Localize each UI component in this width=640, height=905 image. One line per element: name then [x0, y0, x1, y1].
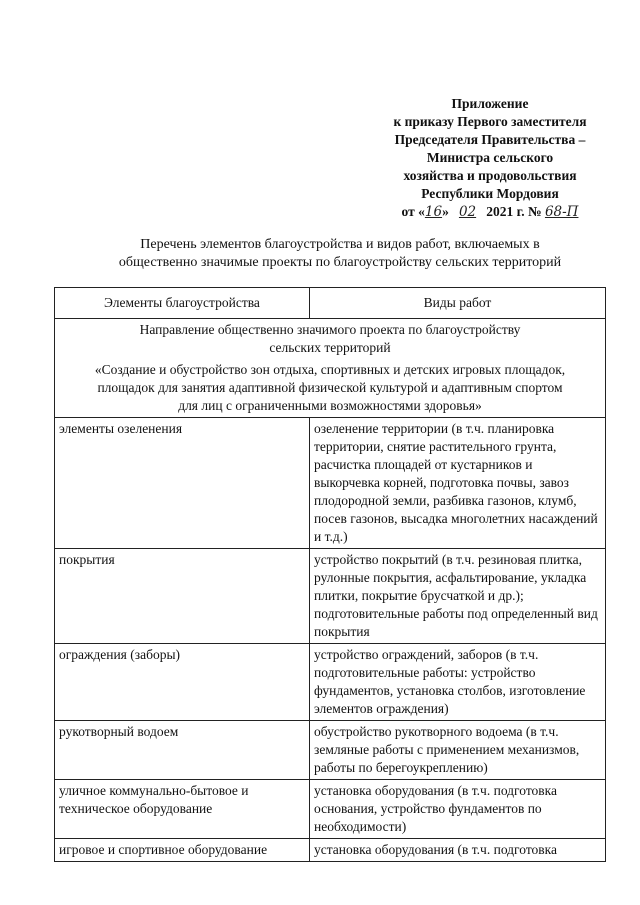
minister-line: Министра сельского [426, 150, 554, 165]
element-cell: игровое и спортивное оборудование [55, 839, 310, 862]
handwritten-number: 68-П [544, 204, 579, 220]
works-table [54, 287, 606, 862]
element-cell: ограждения (заборы) [55, 644, 310, 721]
table-row [55, 418, 606, 549]
year-text: 2021 г. № [486, 204, 542, 219]
element-cell: рукотворный водоем [55, 721, 310, 780]
section-line-3: «Создание и обустройство зон отдыха, спортивных и детских игровых площадок, [94, 362, 566, 377]
document-title [60, 236, 620, 272]
handwritten-month: 02 [458, 204, 477, 220]
table-row [55, 721, 606, 780]
column-header-elements: Элементы благоустройства [55, 288, 310, 319]
appendix-label: Приложение [451, 96, 529, 111]
table-header-row [55, 288, 606, 319]
section-line-5: для лиц с ограниченными возможностями здоровья» [178, 398, 482, 413]
table-row [55, 780, 606, 839]
table-row [55, 644, 606, 721]
works-cell: устройство покрытий (в т.ч. резиновая плитка, рулонные покрытия, асфальтирование, укладка плитки, покрытие брусчаткой и др.); подготовительные работы под определенный вид покрытия [310, 549, 606, 644]
date-mid: » [442, 204, 449, 219]
section-heading [55, 319, 606, 418]
works-cell: устройство ограждений, заборов (в т.ч. подготовительные работы: устройство фундаментов, установка столбов, изготовление элементов ограждения) [310, 644, 606, 721]
appendix-header [360, 95, 620, 221]
column-header-works: Виды работ [310, 288, 606, 319]
title-line-2: общественно значимые проекты по благоустройству сельских территорий [118, 255, 562, 270]
table-row [55, 549, 606, 644]
order-date-line [360, 203, 620, 221]
element-cell: элементы озеленения [55, 418, 310, 549]
table-row [55, 839, 606, 862]
section-line-4: площадок для занятия адаптивной физической культурой и адаптивным спортом [97, 380, 563, 395]
handwritten-day: 16 [424, 204, 443, 220]
section-line-2: сельских территорий [269, 340, 391, 355]
works-cell: обустройство рукотворного водоема (в т.ч. земляные работы с применением механизмов, работы по берегоукреплению) [310, 721, 606, 780]
chairman-line: Председателя Правительства – [394, 132, 586, 147]
section-row [55, 319, 606, 418]
ministry-line: хозяйства и продовольствия [403, 168, 577, 183]
republic-line: Республики Мордовия [421, 186, 559, 201]
works-cell: установка оборудования (в т.ч. подготовка основания, устройство фундаментов по необходимости) [310, 780, 606, 839]
works-cell: озеленение территории (в т.ч. планировка территории, снятие растительного грунта, расчистка площадей от кустарников и выкорчевка корней, подготовка почвы, завоз плодородной земли, разбивка газонов, клумб, посев газонов, высадка многолетних насаждений и т.д.) [310, 418, 606, 549]
works-cell: установка оборудования (в т.ч. подготовка [310, 839, 606, 862]
section-line-1: Направление общественно значимого проекта по благоустройству [139, 322, 521, 337]
date-prefix: от « [401, 204, 425, 219]
element-cell: уличное коммунально-бытовое и техническое оборудование [55, 780, 310, 839]
title-line-1: Перечень элементов благоустройства и видов работ, включаемых в [140, 237, 540, 252]
element-cell: покрытия [55, 549, 310, 644]
order-line: к приказу Первого заместителя [393, 114, 587, 129]
